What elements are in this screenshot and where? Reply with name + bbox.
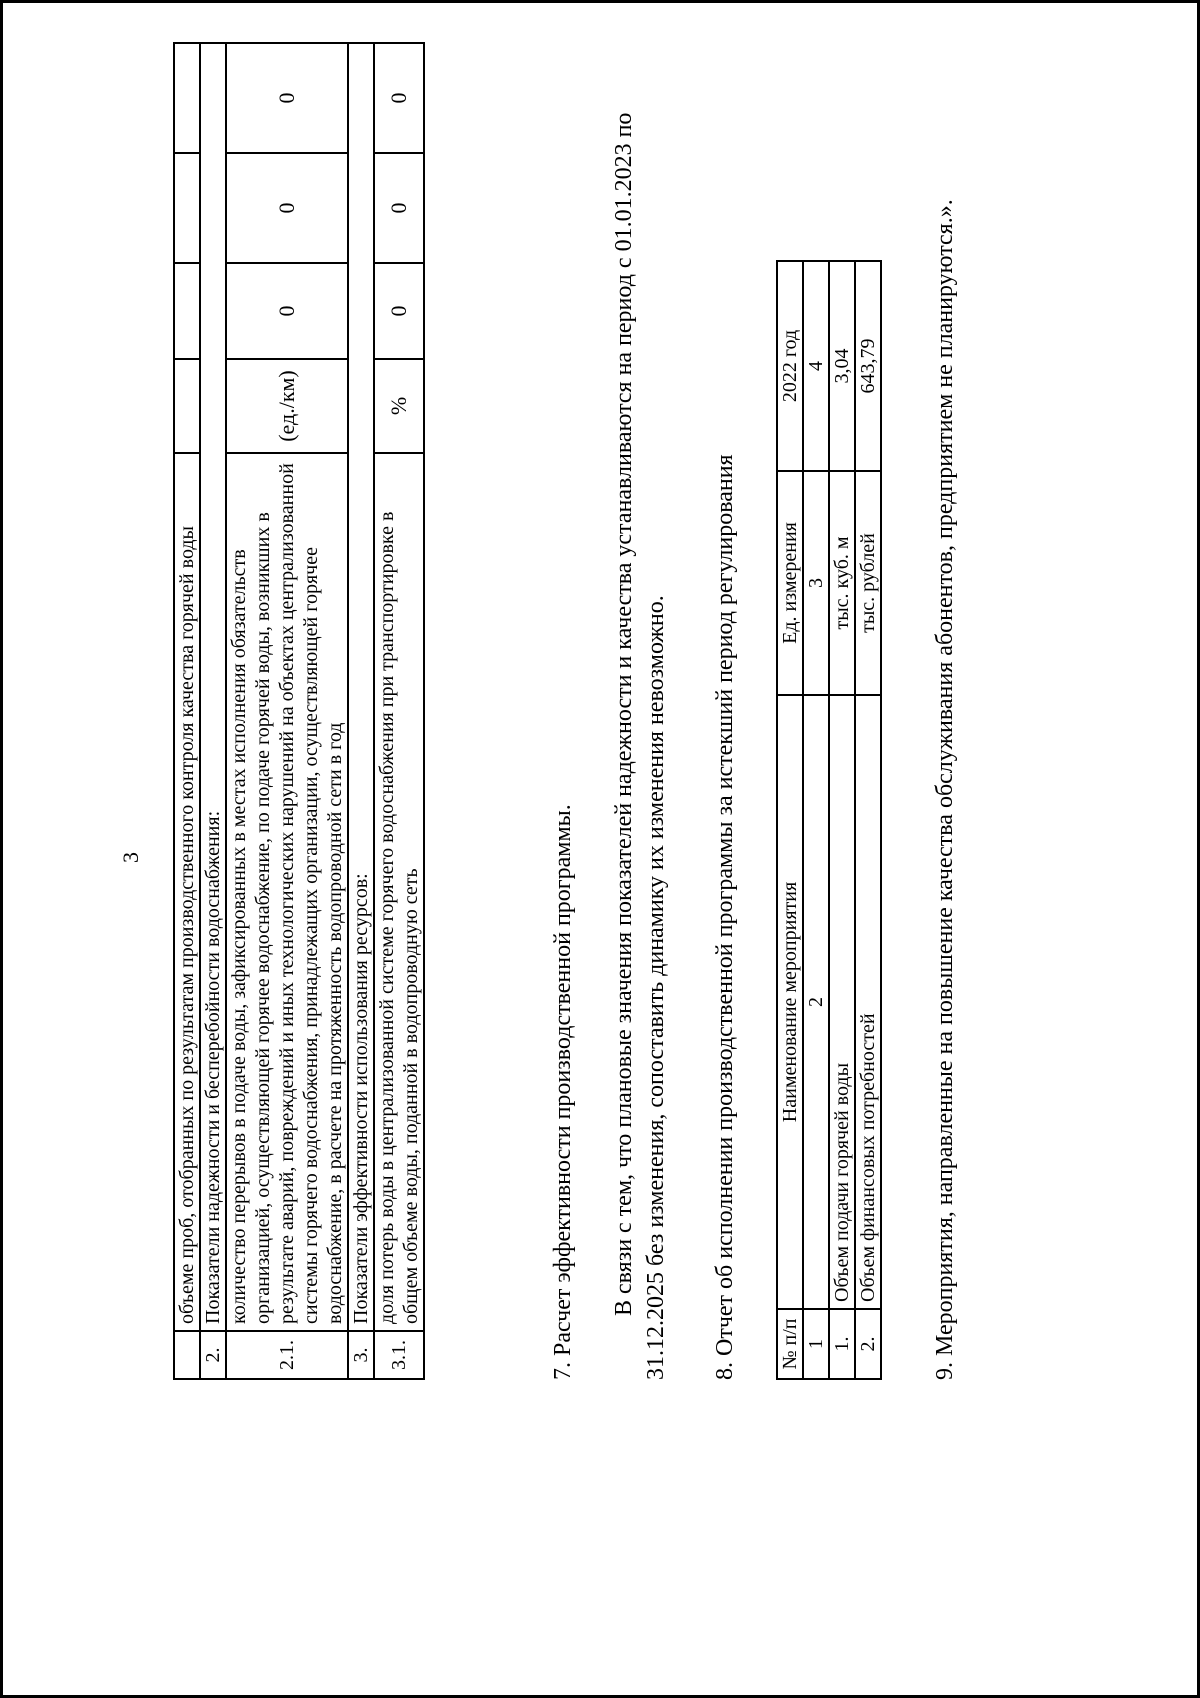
row-value: 3,04 <box>829 261 855 471</box>
section-8-heading: 8. Отчет об исполнении производственной программы за истекший период регулирования <box>712 454 738 1380</box>
table-header-row <box>777 261 803 1379</box>
row-value-1: 0 <box>226 263 348 359</box>
section-heading: Показатели надежности и бесперебойности водоснабжения: <box>200 43 226 1331</box>
row-value-1 <box>174 263 200 359</box>
row-unit <box>174 359 200 453</box>
row-unit: тыс. куб. м <box>829 471 855 695</box>
row-text: доля потерь воды в централизованной системе горячего водоснабжения при транспортировке в общем объеме воды, поданной в водопроводную сеть <box>374 453 424 1331</box>
row-name: Объем финансовых потребностей <box>855 695 881 1309</box>
table-row <box>374 43 424 1379</box>
row-value-2: 0 <box>374 153 424 263</box>
row-number: 2.1. <box>226 1331 348 1379</box>
indicators-table <box>173 42 425 1380</box>
header-name: Наименование мероприятия <box>777 695 803 1309</box>
row-value-3: 0 <box>374 43 424 153</box>
row-number: 3.1. <box>374 1331 424 1379</box>
header-unit: Ед. измерения <box>777 471 803 695</box>
column-number: 3 <box>803 471 829 695</box>
column-number: 1 <box>803 1309 829 1379</box>
row-number: 3. <box>348 1331 374 1379</box>
table-row <box>829 261 855 1379</box>
table-row <box>174 43 200 1379</box>
row-text: количество перерывов в подаче воды, зафиксированных в местах исполнения обязательств организацией, осуществляющей горячее водоснабжение, по подаче горячей воды, возникших в результате аварий, повреждений и иных технологических нарушений на объектах централизованной системы горячего водоснабжения, принадлежащих организации, осуществляющей горячее водоснабжение, в расчете на протяженность водопроводной сети в год <box>226 453 348 1331</box>
page-number: 3 <box>118 852 143 863</box>
section-9-heading: 9. Мероприятия, направленные на повышение качества обслуживания абонентов, предприятием не планируются.». <box>932 199 958 1380</box>
row-number: 2. <box>855 1309 881 1379</box>
table-row <box>855 261 881 1379</box>
table-row <box>200 43 226 1379</box>
row-number: 1. <box>829 1309 855 1379</box>
row-text: объеме проб, отобранных по результатам производственного контроля качества горячей воды <box>174 453 200 1331</box>
table-row <box>226 43 348 1379</box>
section-7-paragraph: В связи с тем, что плановые значения показателей надежности и качества устанавливаются на период с 01.01.2023 по 31.12.2025 без изменения, сопоставить динамику их изменения невозможно. <box>611 112 669 1380</box>
row-unit: (ед./км) <box>226 359 348 453</box>
row-value-3: 0 <box>226 43 348 153</box>
header-number: № п/п <box>777 1309 803 1379</box>
table-row <box>348 43 374 1379</box>
row-number: 2. <box>200 1331 226 1379</box>
row-value-1: 0 <box>374 263 424 359</box>
row-unit: % <box>374 359 424 453</box>
section-heading: Показатели эффективности использования ресурсов: <box>348 43 374 1331</box>
row-name: Объем подачи горячей воды <box>829 695 855 1309</box>
row-value-2: 0 <box>226 153 348 263</box>
row-number <box>174 1331 200 1379</box>
row-unit: тыс. рублей <box>855 471 881 695</box>
report-table <box>776 260 882 1380</box>
row-value-3 <box>174 43 200 153</box>
table-row <box>803 261 829 1379</box>
section-7-heading: 7. Расчет эффективности производственной программы. <box>550 804 576 1380</box>
header-year: 2022 год <box>777 261 803 471</box>
column-number: 2 <box>803 695 829 1309</box>
column-number: 4 <box>803 261 829 471</box>
row-value: 643,79 <box>855 261 881 471</box>
row-value-2 <box>174 153 200 263</box>
